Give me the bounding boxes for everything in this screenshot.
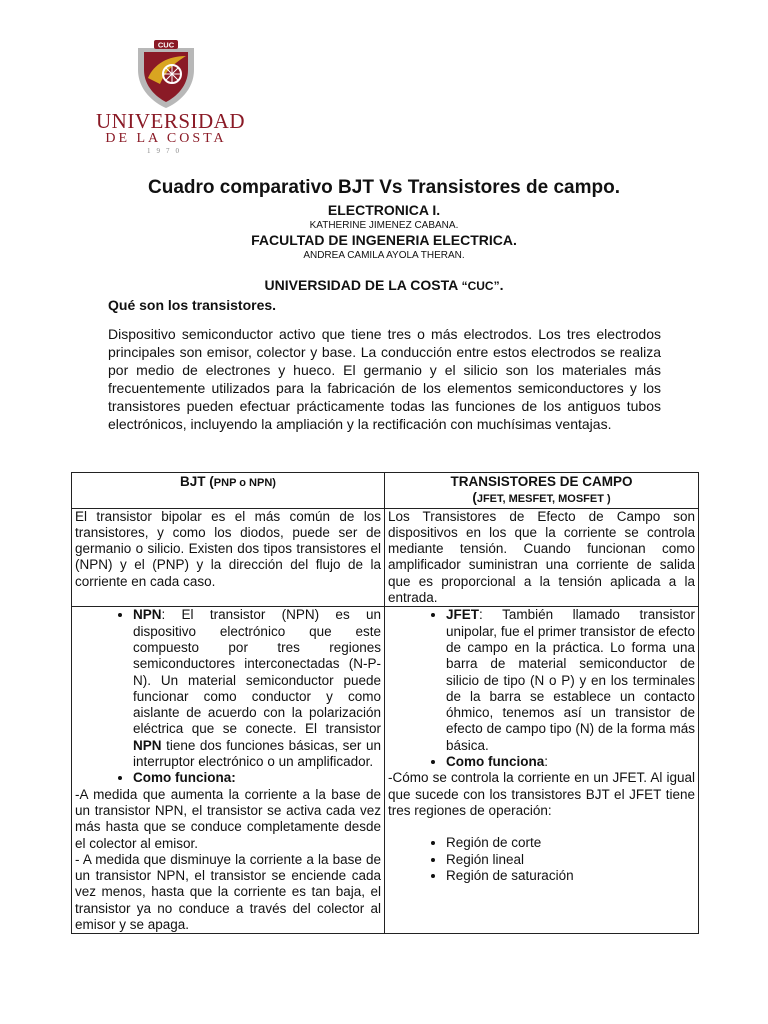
list-item xyxy=(446,607,695,754)
university-logo xyxy=(96,40,245,158)
table-row xyxy=(72,607,699,934)
bjt-details xyxy=(72,607,385,934)
subject-name: ELECTRONICA I. xyxy=(327,202,441,218)
document-header xyxy=(0,176,768,295)
fet-description: Los Transistores de Efecto de Campo son dispositivos en los que la corriente se controla mediante tensión. Cuando funcionan como amplificador suministran una corriente de salida que es proporcional a la tensión aplicada a la entrada. xyxy=(385,508,699,607)
bjt-header-sub: PNP o NPN) xyxy=(213,477,276,489)
fet-details xyxy=(385,607,699,934)
list-item: • Región de corte xyxy=(446,835,695,851)
author-name-2: ANDREA CAMILA AYOLA THERAN. xyxy=(303,250,465,261)
fet-como-colon: : xyxy=(544,754,549,770)
list-item xyxy=(446,754,695,770)
university-abbr: “CUC” xyxy=(461,279,500,293)
jfet-text: : También llamado transistor unipolar, fue el primer transistor de efecto de campo en la práctica. Lo forma una barra de material semiconductor de silicio de tipo (N o P) y en los terminales de la barra se establece un contacto óhmico, tenemos así un transistor de efecto de campo tipo (N) de la forma más básica. xyxy=(446,607,695,753)
npn-text-b: tiene dos funciones básicas, ser un interruptor electrónico o un amplificador. xyxy=(133,737,381,770)
jfet-label: JFET xyxy=(446,607,480,623)
bjt-como-label: Como funciona: xyxy=(133,770,236,786)
document-title: Cuadro comparativo BJT Vs Transistores de campo. xyxy=(148,177,620,198)
bjt-header xyxy=(72,473,385,509)
section-heading: Qué son los transistores. xyxy=(108,297,277,313)
university-end: . xyxy=(499,277,504,293)
bjt-description: El transistor bipolar es el más común de los transistores, y como los diodos, puede ser de germanio o silicio. Existen dos tipos transistores el (NPN) y el (PNP) y la dirección del flujo de la corriente en cada caso. xyxy=(72,508,385,607)
intro-paragraph: Dispositivo semiconductor activo que tiene tres o más electrodos. Los tres electrodos principales son emisor, colector y base. La conducción entre estos electrodos se realiza por medio de electrones y hueco. El germanio y el silicio son los materiales más frecuentemente utilizados para la fabricación de los elementos semiconductores y los transistores pueden efectuar prácticamente todas las funciones de los antiguos tubos electrónicos, incluyendo la ampliación y la rectificación con muchísimas ventajas. xyxy=(108,326,661,432)
bjt-como-text-2: - A medida que disminuye la corriente a la base de un transistor NPN, el transistor se enciende cada vez menos, hasta que la corriente es tan baja, el transistor ya no conduce a través del colector al emisor y se apaga. xyxy=(75,851,381,933)
npn-text-a: : El transistor (NPN) es un dispositivo electrónico que este compuesto por tres regiones semiconductores interconectadas (N-P-N). Un material semiconductor puede funcionar como conductor y como aislante de acuerdo con la polarización eléctrica que se conecte. El transistor xyxy=(133,607,381,737)
npn-label: NPN xyxy=(133,607,162,623)
list-item: • Región de saturación xyxy=(446,868,695,884)
faculty-name: FACULTAD DE INGENERIA ELECTRICA. xyxy=(251,232,517,248)
university-name xyxy=(0,277,768,295)
comparison-table xyxy=(71,472,699,934)
fet-como-text: -Cómo se controla la corriente en un JFET. Al igual que sucede con los transistores BJT el JFET tiene tres regiones de operación: xyxy=(388,770,695,818)
npn-bold: NPN xyxy=(133,737,162,753)
fet-header-open: ( xyxy=(472,490,477,506)
table-row xyxy=(72,508,699,607)
shield-logo-icon xyxy=(132,40,200,110)
table-header-row xyxy=(72,473,699,509)
logo-name-line1: UNIVERSIDAD xyxy=(96,109,245,133)
fet-como-label: Como funciona xyxy=(446,754,545,770)
fet-header-main: TRANSISTORES DE CAMPO xyxy=(450,474,633,489)
logo-name-line2: DE LA COSTA xyxy=(105,131,227,146)
list-item xyxy=(133,770,381,786)
logo-badge-text: CUC xyxy=(157,40,175,50)
list-item xyxy=(133,607,381,770)
author-name-1: KATHERINE JIMENEZ CABANA. xyxy=(309,220,459,231)
fet-header xyxy=(385,473,699,509)
bjt-como-text-1: -A medida que aumenta la corriente a la base de un transistor NPN, el transistor se activa cada vez más hasta que se conduce completamente desde el colector al emisor. xyxy=(75,786,381,851)
fet-header-sub: JFET, MESFET, MOSFET ) xyxy=(476,493,611,506)
bjt-header-main: BJT ( xyxy=(180,474,214,489)
list-item: • Región lineal xyxy=(446,852,695,868)
logo-year: 1970 xyxy=(147,147,185,155)
university-text: UNIVERSIDAD DE LA COSTA xyxy=(264,277,458,293)
